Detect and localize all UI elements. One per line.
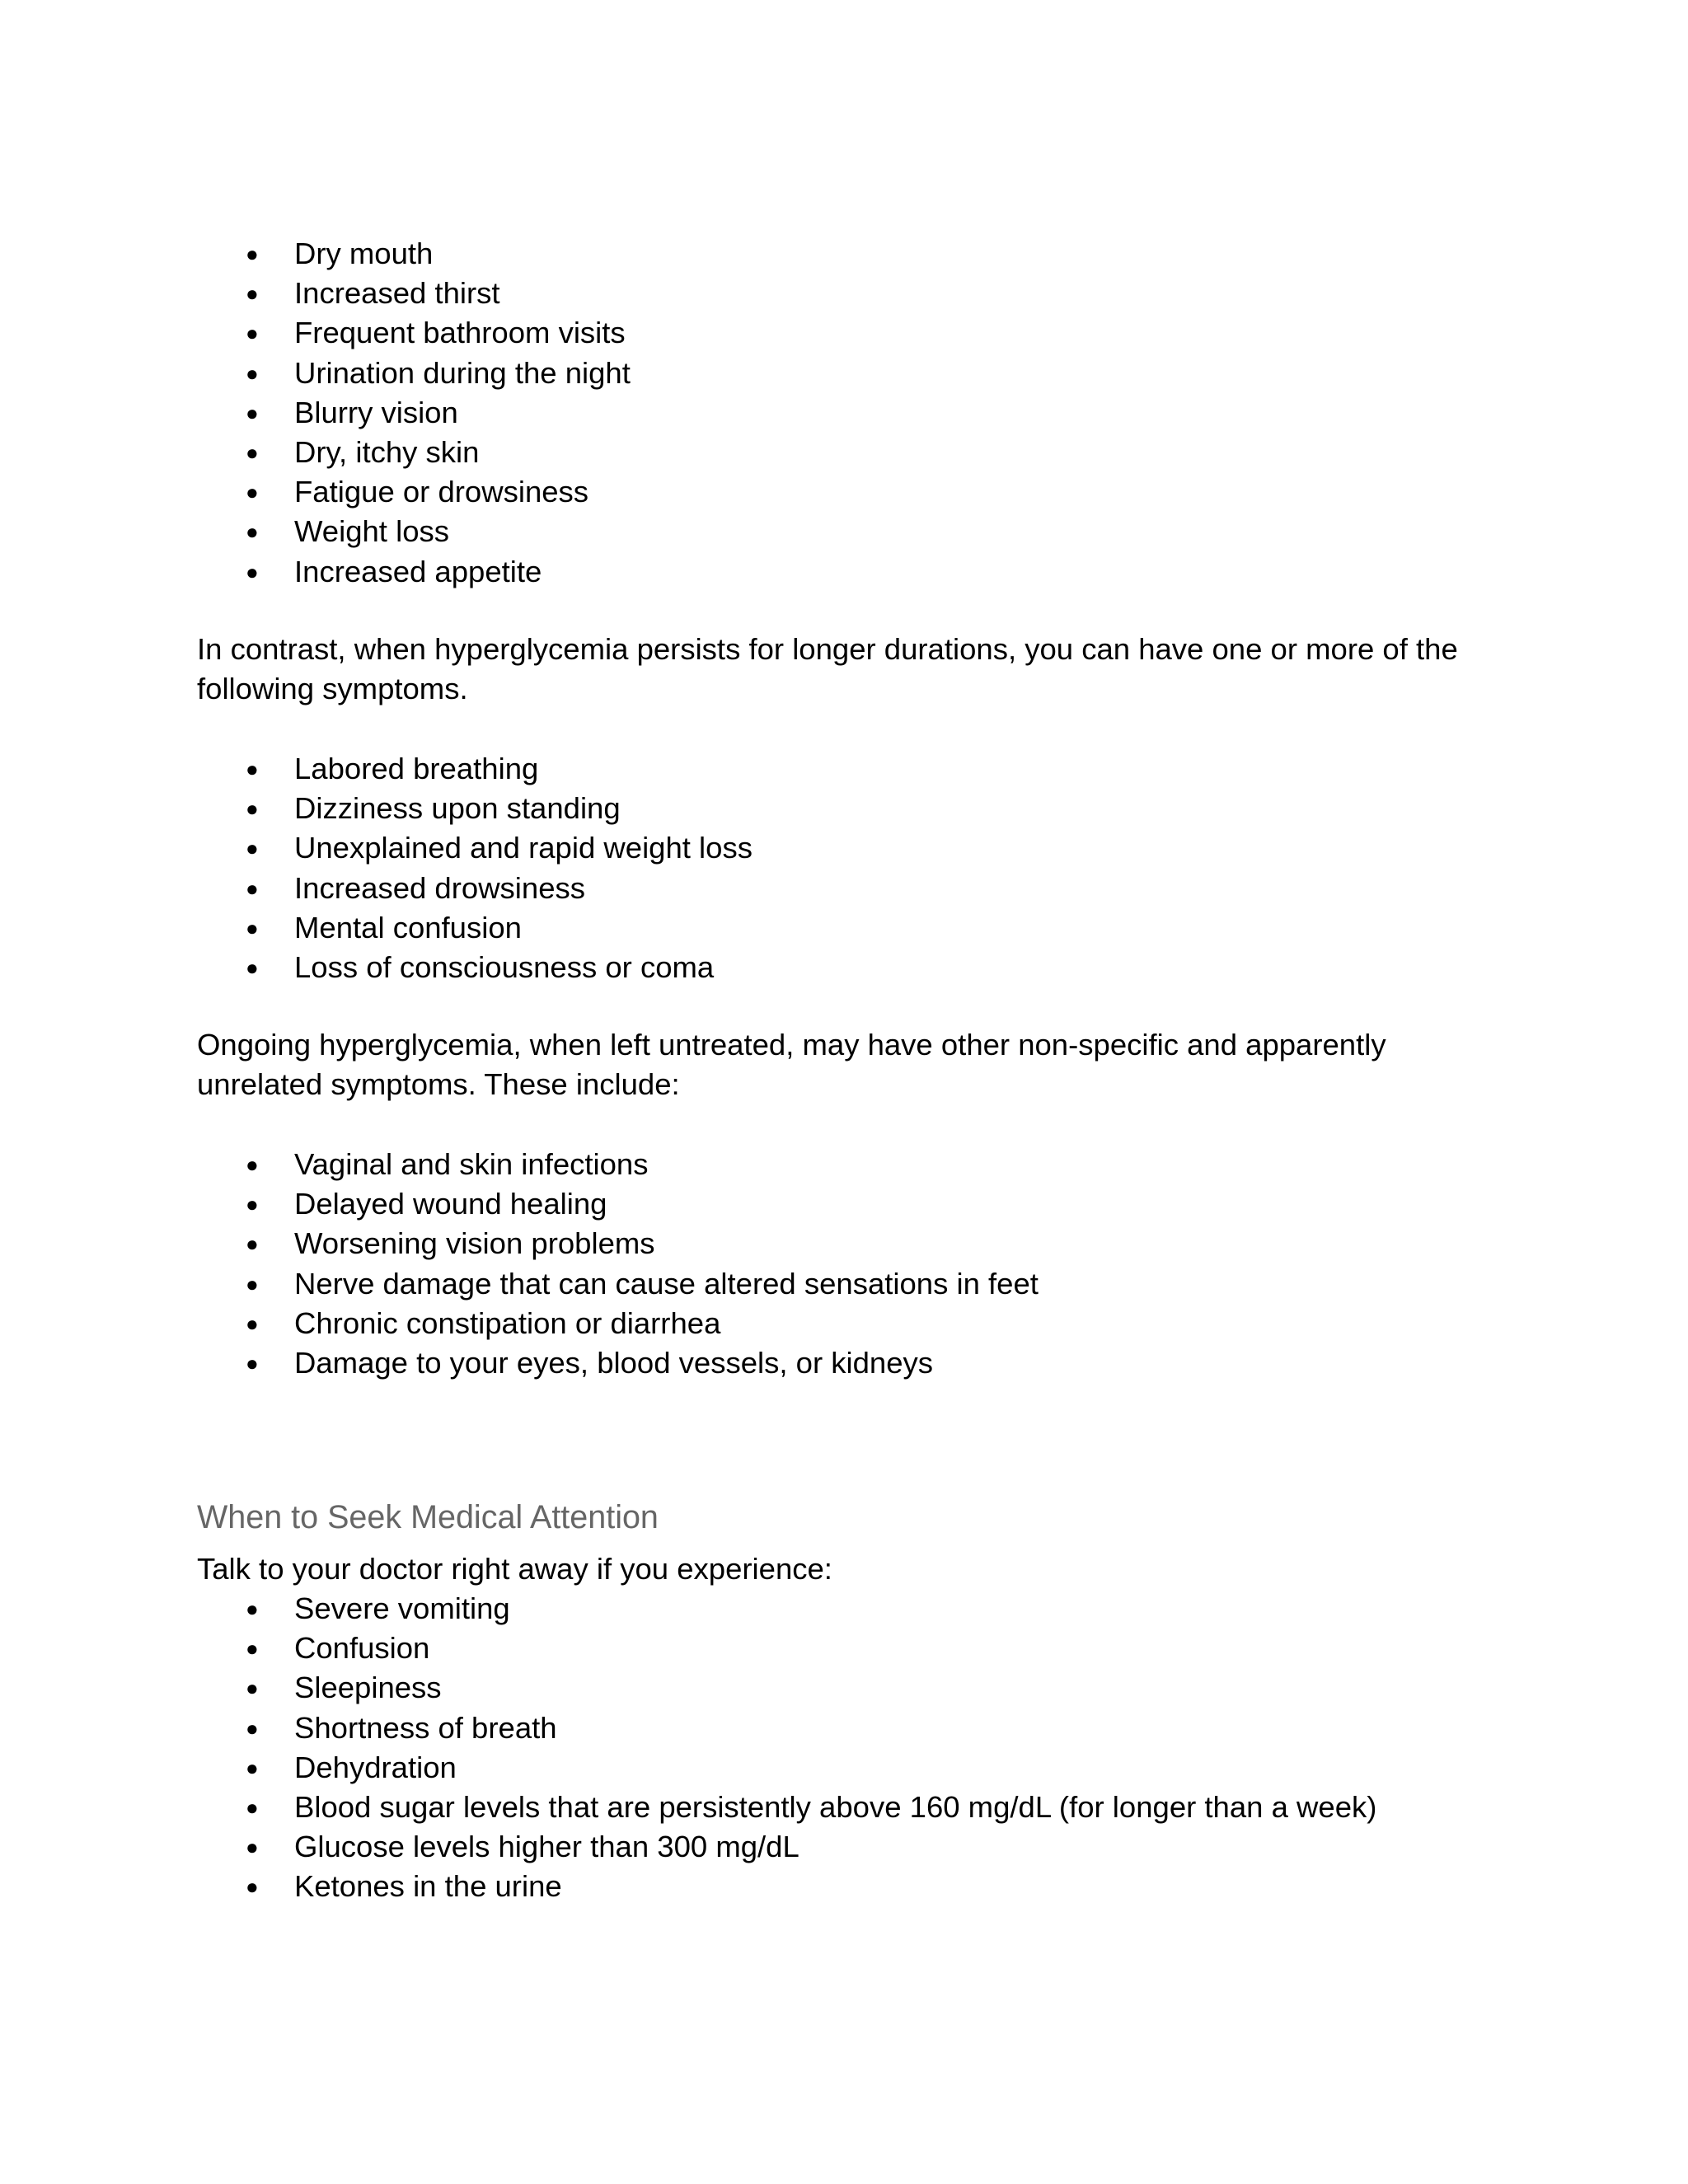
bullet-icon: ● (246, 360, 259, 386)
paragraph-longer-duration: In contrast, when hyperglycemia persists for longer durations, you can have one or more of the following symptoms. (197, 632, 1458, 706)
bullet-icon: ● (246, 1755, 259, 1780)
bullet-icon: ● (246, 1310, 259, 1336)
bullet-icon: ● (246, 559, 259, 584)
bullet-icon: ● (246, 281, 259, 307)
bullet-icon: ● (246, 915, 259, 940)
bullet-icon: ● (246, 1152, 259, 1177)
bullet-icon: ● (246, 1192, 259, 1217)
bullet-icon: ● (246, 480, 259, 505)
document-page: ● Dry mouth ● Increased thirst ● Frequent bathroom visits ● Urination during the night ● Blurry vision ● Dry, itchy skin ● Fatigue or drowsiness ● Weight loss ● Increased appetite In contrast, when hyperglycemia persists for longer durations, you can have one or more of the following symptoms. ● Labored breathing ● Dizziness upon standing ● Unexplained and rapid weight loss ● Increased drowsiness ● Mental confusion ● Loss of consciousness or coma Ongoing hyperglycemia, when left untreated, may have other non-specific and apparently unrelated symptoms. These include: ● Vaginal and skin infections ● Delayed wound healing ● Worsening vision problems ● Nerve damage that can cause altered sensations in feet ● Chronic constipation or diarrhea ● Damage to your eyes, blood vessels, or kidneys When to Seek Medical Attention Talk to your doctor right away if you experience: ● Severe vomiting ● Confusion ● Sleepiness ● Shortness of breath ● Dehydration ● Blood sugar levels that are persistently above 160 mg/dL (for longer than a week) ● Glucose levels higher than 300 mg/dL ● Ketones in the urine (0, 0, 1688, 2184)
bullet-icon: ● (246, 439, 259, 465)
bullet-icon: ● (246, 1231, 259, 1257)
bullet-icon: ● (246, 1596, 259, 1621)
bullet-icon: ● (246, 1675, 259, 1701)
paragraph-untreated: Ongoing hyperglycemia, when left untreated, may have other non-specific and apparently unrelated symptoms. These include: (197, 1028, 1386, 1102)
bullet-icon: ● (246, 241, 259, 266)
section-heading: When to Seek Medical Attention (197, 1499, 659, 1535)
bullet-icon: ● (246, 796, 259, 822)
bullet-icon: ● (246, 519, 259, 545)
bullet-icon: ● (246, 1271, 259, 1296)
bullet-icon: ● (246, 1835, 259, 1860)
bullet-icon: ● (246, 1794, 259, 1820)
bullet-icon: ● (246, 1636, 259, 1661)
bullet-icon: ● (246, 757, 259, 781)
bullet-icon: ● (246, 400, 259, 425)
bullet-icon: ● (246, 954, 259, 980)
bullet-icon: ● (246, 875, 259, 901)
bullet-icon: ● (246, 1350, 259, 1376)
bullet-icon: ● (246, 1715, 259, 1741)
bullet-icon: ● (246, 836, 259, 861)
bullet-icon: ● (246, 1874, 259, 1900)
bullet-icon: ● (246, 321, 259, 346)
paragraph-talk-to-doctor: Talk to your doctor right away if you experience: (197, 1552, 832, 1586)
